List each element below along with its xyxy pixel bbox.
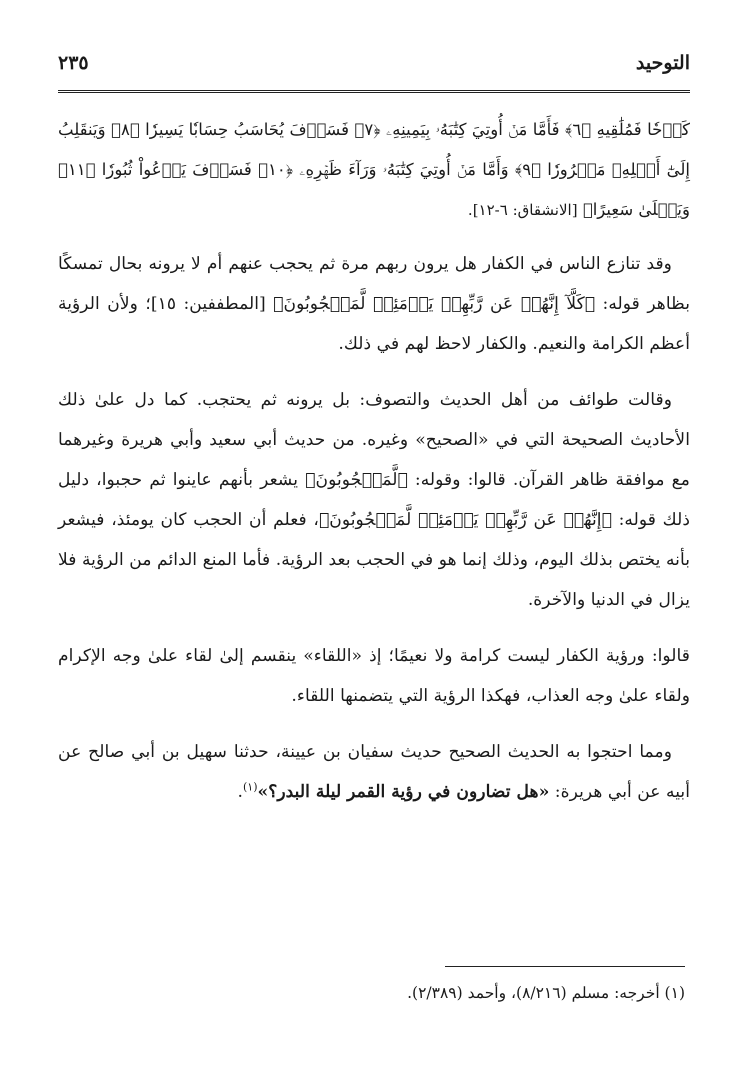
page-number: ٢٣٥ [58,52,89,74]
footnote-marker[interactable]: (١) [242,780,258,794]
running-header [58,52,690,88]
paragraph-4-end: . [237,782,243,802]
footnote-rule [445,966,685,967]
quran-reference: [الانشقاق: ٦-١٢]. [467,201,578,219]
quran-verses [58,110,690,230]
quran-verses-text: كَدۡحٗا فَمُلَٰقِيهِ ﴿٦﴾ فَأَمَّا مَنۡ أُوتِيَ كِتَٰبَهُۥ بِيَمِينِهِۦ ﴿٧﴾ فَسَوۡفَ يُحَاسَبُ حِسَابٗا يَسِيرٗا ﴿٨﴾ وَيَنقَلِبُ إِلَىٰٓ أَهۡلِهِۦ مَسۡرُورٗا ﴿٩﴾ وَأَمَّا مَنۡ أُوتِيَ كِتَٰبَهُۥ وَرَآءَ ظَهۡرِهِۦ ﴿١٠﴾ فَسَوۡفَ يَدۡعُواْ ثُبُورٗا ﴿١١﴾ وَيَصۡلَىٰ سَعِيرًا﴾ [58,120,691,219]
chapter-title: التوحيد [635,52,690,74]
paragraph-4 [58,732,690,812]
paragraph-3-text: قالوا: ورؤية الكفار ليست كرامة ولا نعيمًا؛ إذ «اللقاء» ينقسم إلىٰ لقاء علىٰ وجه الإكرام ولقاء علىٰ وجه العذاب، فهكذا الرؤية التي يتضمنها اللقاء. [58,646,690,706]
paragraph-1-text: وقد تنازع الناس في الكفار هل يرون ربهم مرة ثم يحجب عنهم أم لا يرونه بحال تمسكًا بظاهر قوله: ﴿كَلَّآ إِنَّهُمۡ عَن رَّبِّهِمۡ يَوۡمَئِذٖ لَّمَحۡجُوبُونَ﴾ [المطففين: ١٥]؛ ولأن الرؤية أعظم الكرامة والنعيم. والكفار لاحظ لهم في ذلك. [58,254,690,354]
book-page [58,52,690,828]
paragraph-4-text: ومما احتجوا به الحديث الصحيح حديث سفيان بن عيينة، حدثنا سهيل بن أبي صالح عن أبيه عن أبي هريرة: [58,742,690,802]
paragraph-2-text: وقالت طوائف من أهل الحديث والتصوف: بل يرونه ثم يحتجب. كما دل علىٰ ذلك الأحاديث الصحيحة التي في «الصحيح» وغيره. من حديث أبي سعيد وأبي هريرة وغيرهما مع موافقة ظاهر القرآن. قالوا: وقوله: ﴿لَّمَحۡجُوبُونَ﴾ يشعر بأنهم عاينوا ثم حجبوا، دليل ذلك قوله: ﴿إِنَّهُمۡ عَن رَّبِّهِمۡ يَوۡمَئِذٖ لَّمَحۡجُوبُونَ﴾، فعلم أن الحجب كان يومئذ، فيشعر بأنه يختص بذلك اليوم، وذلك إنما هو في الحجب بعد الرؤية. فأما المنع الدائم من الرؤية فلا يزال في الدنيا والآخرة. [58,390,690,610]
paragraph-3 [58,636,690,716]
header-rule [58,90,690,96]
paragraph-1 [58,244,690,364]
footnote: (١) أخرجه: مسلم (٨/٢١٦)، وأحمد (٢/٣٨٩). [407,984,685,1002]
hadith-quote: «هل تضارون في رؤية القمر ليلة البدر؟» [257,782,550,802]
paragraph-2 [58,380,690,620]
